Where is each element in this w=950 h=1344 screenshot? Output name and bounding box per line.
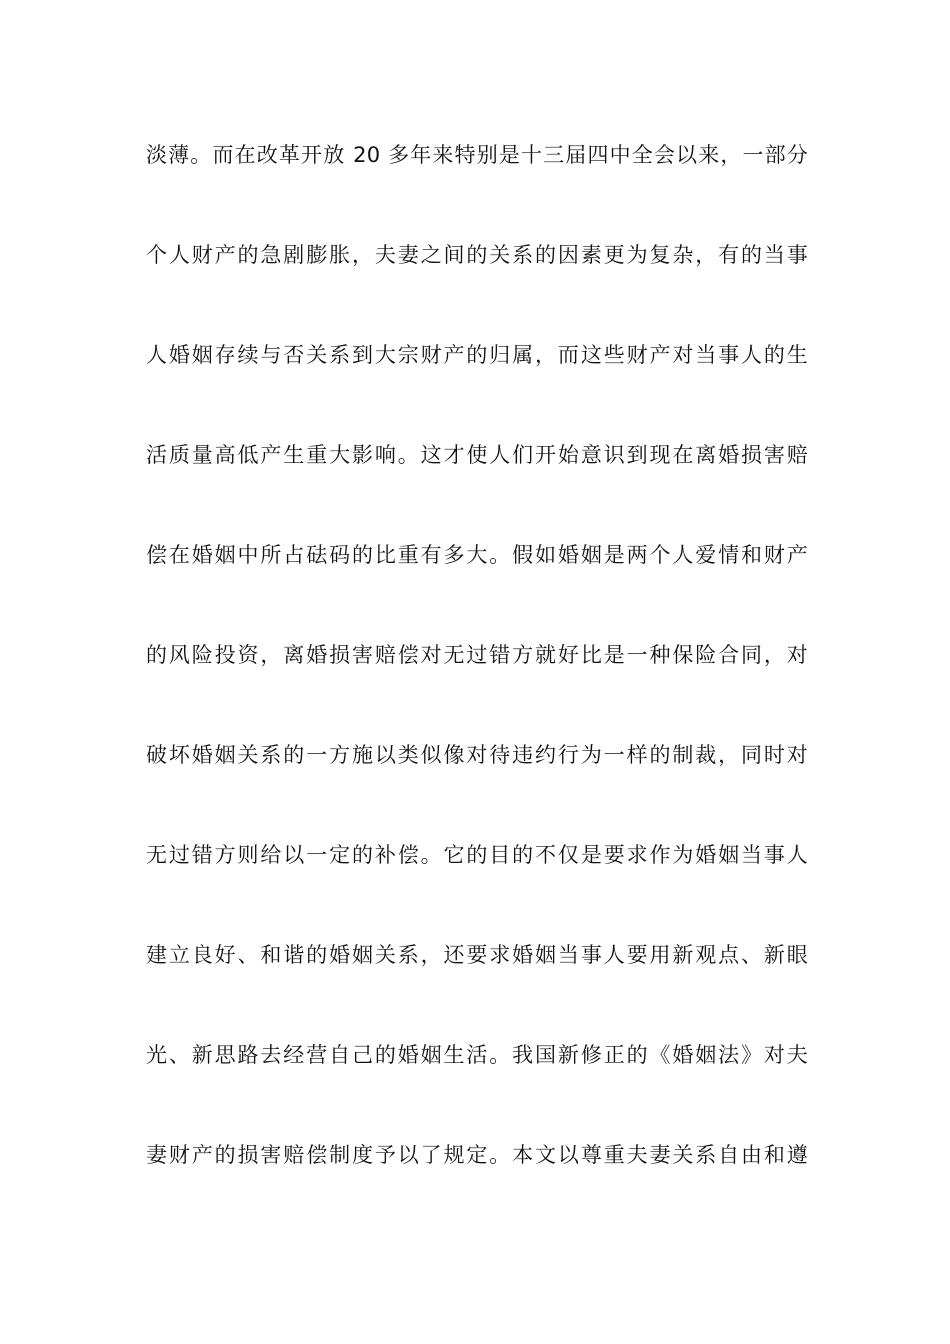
- text-line: 破坏婚姻关系的一方施以类似像对待违约行为一样的制裁，同时对: [146, 743, 808, 767]
- text-line: 偿在婚姻中所占砝码的比重有多大。假如婚姻是两个人爱情和财产: [146, 543, 808, 567]
- text-line: 活质量高低产生重大影响。这才使人们开始意识到现在离婚损害赔: [146, 443, 808, 467]
- text-line: 人婚姻存续与否关系到大宗财产的归属，而这些财产对当事人的生: [146, 343, 808, 367]
- text-line: 光、新思路去经营自己的婚姻生活。我国新修正的《婚姻法》对夫: [146, 1043, 808, 1067]
- text-line: 建立良好、和谐的婚姻关系，还要求婚姻当事人要用新观点、新眼: [146, 943, 808, 967]
- text-line: 无过错方则给以一定的补偿。它的目的不仅是要求作为婚姻当事人: [146, 843, 808, 867]
- text-line: 淡薄。而在改革开放 20 多年来特别是十三届四中全会以来，一部分: [146, 143, 808, 167]
- text-line: 个人财产的急剧膨胀，夫妻之间的关系的因素更为复杂，有的当事: [146, 243, 808, 267]
- text-line: 妻财产的损害赔偿制度予以了规定。本文以尊重夫妻关系自由和遵: [146, 1143, 808, 1167]
- text-line: 的风险投资，离婚损害赔偿对无过错方就好比是一种保险合同，对: [146, 643, 808, 667]
- body-text: [146, 132, 808, 1232]
